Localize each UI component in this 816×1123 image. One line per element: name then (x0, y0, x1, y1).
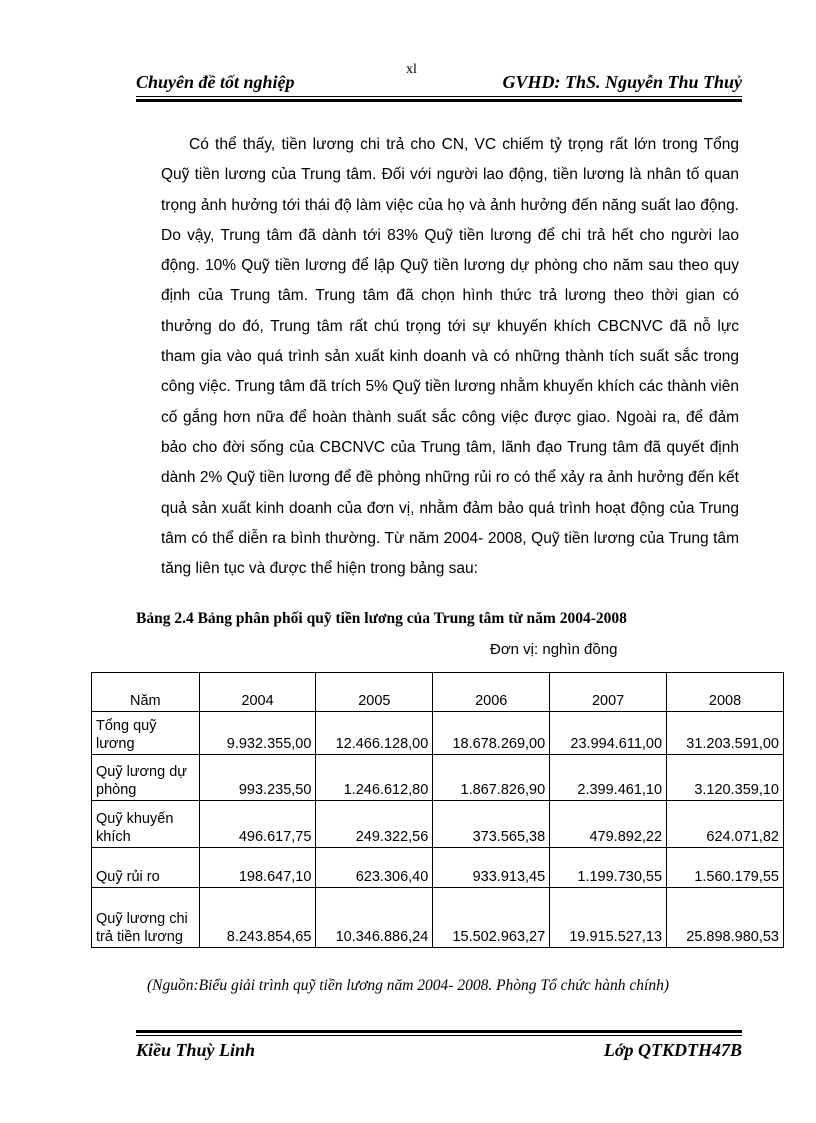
table-cell: 623.306,40 (316, 848, 433, 888)
table-header-cell: 2008 (667, 673, 784, 712)
page-footer (136, 1040, 742, 1064)
table-cell: 31.203.591,00 (667, 712, 784, 755)
table-cell: 1.199.730,55 (550, 848, 667, 888)
body-paragraph (161, 130, 739, 584)
page-header (136, 70, 742, 96)
table-header-cell: 2006 (433, 673, 550, 712)
table-row (92, 801, 784, 848)
table-cell: 15.502.963,27 (433, 888, 550, 948)
table-cell: 249.322,56 (316, 801, 433, 848)
table-cell: 933.913,45 (433, 848, 550, 888)
table-row (92, 888, 784, 948)
table-cell: 12.466.128,00 (316, 712, 433, 755)
footer-author: Kiều Thuỳ Linh (136, 1040, 256, 1060)
table-header-cell: 2004 (199, 673, 316, 712)
table-cell: 18.678.269,00 (433, 712, 550, 755)
table-cell: 23.994.611,00 (550, 712, 667, 755)
table-cell: 2.399.461,10 (550, 755, 667, 801)
row-label: Quỹ lương chi trả tiền lương (92, 888, 200, 948)
table-cell: 9.932.355,00 (199, 712, 316, 755)
table-cell: 993.235,50 (199, 755, 316, 801)
body-paragraph-text: Có thể thấy, tiền lương chi trả cho CN, VC chiếm tỷ trọng rất lớn trong Tổng Quỹ tiền lương của Trung tâm. Đối với người lao động, tiền lương là nhân tố quan trọng ảnh hưởng tới thái độ làm việc của họ và ảnh hưởng đến năng suất lao động. Do vậy, Trung tâm đã dành tới 83% Quỹ tiền lương để chi trả hết cho người lao động. 10% Quỹ tiền lương để lập Quỹ tiền lương dự phòng cho năm sau theo quy định của Trung tâm. Trung tâm đã chọn hình thức trả lương theo thời gian có thưởng do đó, Trung tâm rất chú trọng tới sự khuyến khích CBCNVC đã nỗ lực tham gia vào quá trình sản xuất kinh doanh và có những thành tích suất sắc trong công việc. Trung tâm đã trích 5% Quỹ tiền lương nhằm khuyến khích các thành viên cố gắng hơn nữa để hoàn thành suất sắc công việc được giao. Ngoài ra, để đảm bảo cho đời sống của CBCNVC của Trung tâm, lãnh đạo Trung tâm đã quyết định dành 2% Quỹ tiền lương để đề phòng những rủi ro có thể xảy ra ảnh hưởng đến kết quả sản xuất kinh doanh của đơn vị, nhằm đảm bảo quá trình hoạt động của Trung tâm có thể diễn ra bình thường. Từ năm 2004- 2008, Quỹ tiền lương của Trung tâm tăng liên tục và được thể hiện trong bảng sau: (161, 136, 739, 578)
table-row (92, 712, 784, 755)
table-cell: 8.243.854,65 (199, 888, 316, 948)
table-cell: 19.915.527,13 (550, 888, 667, 948)
row-label: Quỹ lương dự phòng (92, 755, 200, 801)
row-label: Tổng quỹ lương (92, 712, 200, 755)
table-cell: 624.071,82 (667, 801, 784, 848)
table-header-cell: 2007 (550, 673, 667, 712)
table-cell: 25.898.980,53 (667, 888, 784, 948)
salary-fund-table (91, 672, 784, 948)
footer-rule-thin (136, 1035, 742, 1036)
table-cell: 479.892,22 (550, 801, 667, 848)
row-label: Quỹ rủi ro (92, 848, 200, 888)
row-label: Quỹ khuyến khích (92, 801, 200, 848)
table-unit: Đơn vị: nghìn đồng (490, 641, 618, 658)
header-supervisor: GVHD: ThS. Nguyễn Thu Thuỷ (502, 72, 742, 92)
table-title: Bảng 2.4 Bảng phân phối quỹ tiền lương của Trung tâm từ năm 2004-2008 (136, 610, 627, 627)
table-cell: 1.246.612,80 (316, 755, 433, 801)
header-rule-thick (136, 99, 742, 102)
footer-rule-thick (136, 1030, 742, 1033)
table-row (92, 755, 784, 801)
table-cell: 3.120.359,10 (667, 755, 784, 801)
header-thesis-title: Chuyên đề tốt nghiệp (136, 72, 295, 92)
table-header-cell: 2005 (316, 673, 433, 712)
table-cell: 10.346.886,24 (316, 888, 433, 948)
table-row (92, 848, 784, 888)
table-header-row (92, 673, 784, 712)
header-rule-thin (136, 96, 742, 97)
table-cell: 496.617,75 (199, 801, 316, 848)
table-cell: 1.560.179,55 (667, 848, 784, 888)
table-cell: 373.565,38 (433, 801, 550, 848)
table-cell: 198.647,10 (199, 848, 316, 888)
table-cell: 1.867.826,90 (433, 755, 550, 801)
footer-class: Lớp QTKDTH47B (603, 1040, 742, 1060)
table-header-cell: Năm (92, 673, 200, 712)
table-source-note: (Nguồn:Biểu giải trình quỹ tiền lương năm 2004- 2008. Phòng Tổ chức hành chính) (147, 977, 669, 994)
page-number: xl (406, 62, 417, 77)
